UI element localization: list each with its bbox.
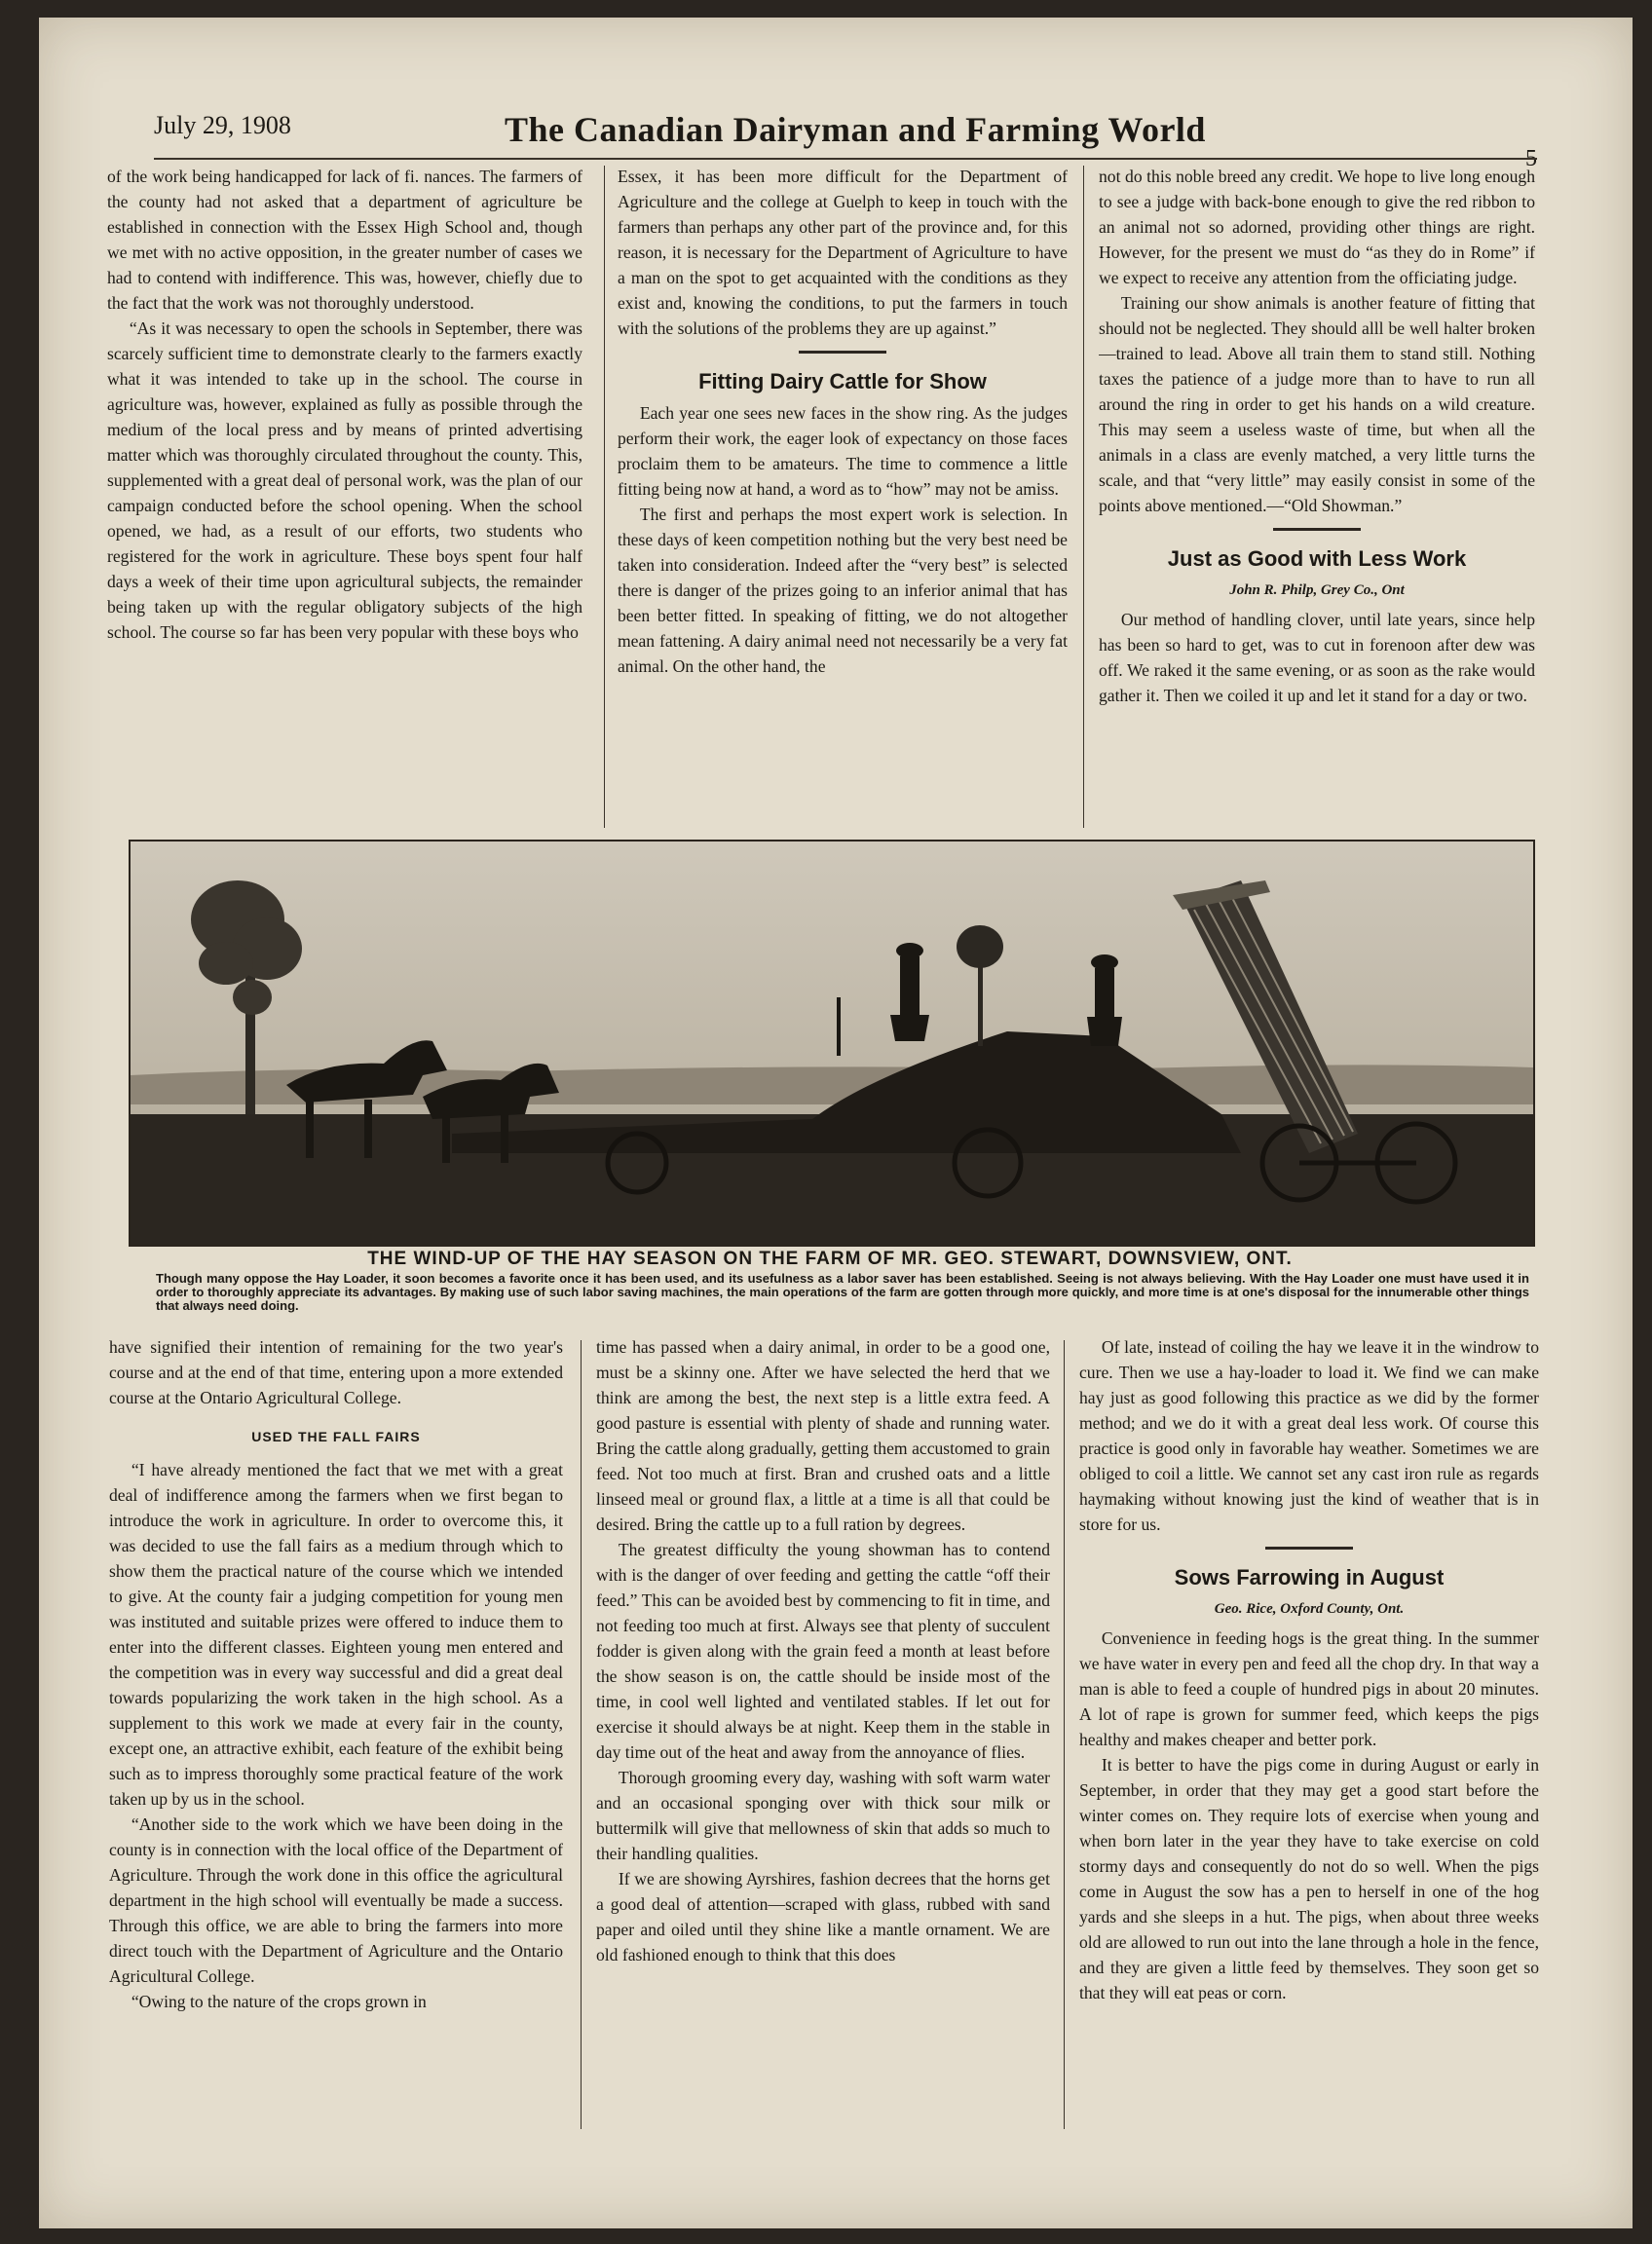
byline: John R. Philp, Grey Co., Ont <box>1229 582 1405 598</box>
article-heading-fitting: Fitting Dairy Cattle for Show <box>698 369 987 393</box>
paragraph: Of late, instead of coiling the hay we leave it in the windrow to cure. Then we use a hay-loader to load it. We find we can make hay just as good following this practice as we did by the former method; and we do it with a great deal less work. Of course this practice is good only in favorable hay weather. Sometimes we are obliged to coil a little. We cannot set any cast iron rule as regards haymaking without knowing just the kind of weather that is in store for us. <box>1079 1337 1539 1534</box>
column-rule <box>581 1340 582 2129</box>
paragraph: “Owing to the nature of the crops grown in <box>131 1992 427 2011</box>
paragraph: It is better to have the pigs come in during August or early in September, in order that they may get a good start before the winter comes on. They require lots of exercise when young and when born later in the year they have to take exercise on cold stormy days and consequently do not do so well. When the pigs come in August the sow has a pen to herself in one of the hog yards and she sleeps in a hut. The pigs, when about three weeks old are allowed to run out into the lane through a hole in the fence, and they are given a little feed by themselves. They soon get so that they will eat peas or corn. <box>1079 1755 1539 2002</box>
paragraph: If we are showing Ayrshires, fashion decrees that the horns get a good deal of attention—scraped with glass, rubbed with sand paper and oiled until they shine like a mantle ornament. We are old fashioned enough to think that this does <box>596 1869 1050 1964</box>
paragraph: “As it was necessary to open the schools in September, there was scarcely sufficient time to demonstrate clearly to the farmers exactly what it was intended to take up in the school. The course in agriculture was, however, explained as fully as possible through the medium of the local press and by means of printed advertising matter which was thoroughly circulated throughout the county. This, supplemented with a great deal of personal work, was the plan of our campaign conducted before the school opening. When the school opened, we had, as a result of our efforts, two students who registered for the work in agriculture. These boys spent four half days a week of their time upon agricultural subjects, the remainder being taken up with the regular obligatory subjects of the high school. The course so far has been very popular with these boys who <box>107 318 582 642</box>
paragraph: Each year one sees new faces in the show ring. As the judges perform their work, the eager look of expectancy on those faces proclaim them to be amateurs. The time to commence a little fitting being now at hand, a word as to “how” may not be amiss. <box>618 403 1068 499</box>
section-divider <box>1265 1547 1353 1550</box>
paragraph: The first and perhaps the most expert work is selection. In these days of keen competition nothing but the very best need be taken into consideration. Indeed after the “very best” is selected there is danger of the prizes going to an inferior animal that has been better fitted. In speaking of fitting, we do not altogether mean fattening. A dairy animal need not necessarily be a very fat animal. On the other hand, the <box>618 505 1068 676</box>
paragraph: Essex, it has been more difficult for the Department of Agriculture and the college at Guelph to keep in touch with the farmers than perhaps any other part of the province and, for this reason, it is necessary for the Department of Agriculture to have a man on the spot to get acquainted with the conditions as they exist and, knowing the conditions, to put the farmers in touch with the solutions of the problems they are up against.” <box>618 167 1068 338</box>
paragraph: Thorough grooming every day, washing with soft warm water and an occasional sponging over with thick sour milk or buttermilk will give that mellowness of skin that adds so much to their handling qualities. <box>596 1768 1050 1863</box>
section-divider <box>1273 528 1361 531</box>
article-heading-sows: Sows Farrowing in August <box>1174 1565 1445 1590</box>
page-header <box>154 97 1537 166</box>
bottom-column-2 <box>596 1334 1050 2133</box>
photo-caption-heading: THE WIND-UP OF THE HAY SEASON ON THE FARM OF MR. GEO. STEWART, DOWNSVIEW, ONT. <box>367 1249 1293 1269</box>
column-rule <box>604 166 605 828</box>
column-rule <box>1064 1340 1065 2129</box>
paragraph: Training our show animals is another feature of fitting that should not be neglected. They should alll be well halter broken—trained to lead. Above all train them to stand still. Nothing taxes the patience of a judge more than to have to run all around the ring in order to get his hands on a wild creature. This may seem a useless waste of time, but when all the animals in a class are evenly matched, a very little turns the scale, and that “very little” may easily consist in some of the points above mentioned.—“Old Showman.” <box>1099 293 1535 515</box>
paragraph: “Another side to the work which we have been doing in the county is in connection with the local office of the Department of Agriculture. Through the work done in this office the agricultural department in the high school will eventually be made a success. Through this office, we are able to bring the farmers into more direct touch with the Department of Agriculture and the Ontario Agricultural College. <box>109 1814 563 1986</box>
paragraph: Convenience in feeding hogs is the great thing. In the summer we have water in every pen and feed all the chop dry. In that way a man is able to feed a couple of hundred pigs in about 20 minutes. A lot of rape is grown for summer feed, which keeps the pigs healthy and makes cheaper and better pork. <box>1079 1628 1539 1749</box>
top-column-1 <box>107 164 582 826</box>
column-rule <box>1083 166 1084 828</box>
photo-caption: Though many oppose the Hay Loader, it soon becomes a favorite once it has been used, and its usefulness as a labor saver has been established. Seeing is not always believing. With the Hay Loader one must have used it in order to thoroughly appreciate its advantages. By making use of such labor saving machines, the main operations of the farm are gotten through more quickly, and more time is at one's disposal for the innumerable other things that always need doing. <box>156 1271 1529 1313</box>
hay-loader-illustration <box>131 842 1533 1245</box>
bottom-column-3 <box>1079 1334 1539 2133</box>
article-heading-just: Just as Good with Less Work <box>1167 546 1467 571</box>
top-column-2 <box>618 164 1068 826</box>
paragraph: have signified their intention of remaining for the two year's course and at the end of that time, entering upon a more extended course at the Ontario Agricultural College. <box>109 1337 563 1407</box>
subheading-fall-fairs: USED THE FALL FAIRS <box>251 1429 421 1444</box>
byline: Geo. Rice, Oxford County, Ont. <box>1214 1601 1405 1617</box>
bottom-column-1 <box>109 1334 563 2133</box>
paragraph: Our method of handling clover, until late years, since help has been so hard to get, was to cut in forenoon after dew was off. We raked it the same evening, or as soon as the rake would gather it. Then we coiled it up and let it stand for a day or two. <box>1099 610 1535 705</box>
paragraph: time has passed when a dairy animal, in order to be a good one, must be a skinny one. After we have selected the herd that we think are among the best, the next step is a little extra feed. A good pasture is essential with plenty of shade and running water. Bring the cattle along gradually, getting them accustomed to grain feed. Not too much at first. Bran and crushed oats and a little linseed meal or ground flax, a little at a time is all that could be desired. Bring the cattle up to a full ration by degrees. <box>596 1337 1050 1534</box>
top-column-3 <box>1099 164 1535 826</box>
paragraph: “I have already mentioned the fact that we met with a great deal of indifference among the farmers when we first began to introduce the work in agriculture. In order to overcome this, it was decided to use the fall fairs as a medium through which to show them the practical nature of the course which we intended to give. At the county fair a judging competition for young men was instituted and suitable prizes were offered to induce them to enter into the different classes. Eighteen young men entered and the competition was in every way successful and did a great deal towards popularizing the work taken in the high school. As a supplement to this work we made at every fair in the county, except one, an attractive exhibit, each feature of the exhibit being such as to impress thoroughly some practical feature of the work taken up by us in the school. <box>109 1460 563 1809</box>
masthead-title: The Canadian Dairyman and Farming World <box>505 110 1206 149</box>
issue-date: July 29, 1908 <box>154 111 291 139</box>
paragraph: The greatest difficulty the young showman has to contend with is the danger of over feeding and getting the cattle “off their feed.” This can be avoided best by commencing to fit in time, and not feeding too much at first. Always see that plenty of succulent fodder is given along with the grain feed a month at least before the show season is on, the cattle should be inside most of the time, in cool well lighted and ventilated stables. If let out for exercise it should always be at night. Keep them in the stable in day time out of the heat and away from the annoyance of flies. <box>596 1540 1050 1762</box>
hay-season-photo <box>129 840 1535 1247</box>
section-divider <box>799 351 886 354</box>
header-rule <box>154 158 1537 160</box>
paragraph: not do this noble breed any credit. We hope to live long enough to see a judge with back-bone enough to give the red ribbon to an animal not so adorned, providing other things are right. However, for the present we must do “as they do in Rome” if we expect to receive any attention from the officiating judge. <box>1099 167 1535 287</box>
paragraph: of the work being handicapped for lack of fi. nances. The farmers of the county had not asked that a department of agriculture be established in connection with the Essex High School and, though we met with no active opposition, in the greater number of cases we had to contend with indifference. This was, however, chiefly due to the fact that the work was not thoroughly understood. <box>107 167 582 313</box>
